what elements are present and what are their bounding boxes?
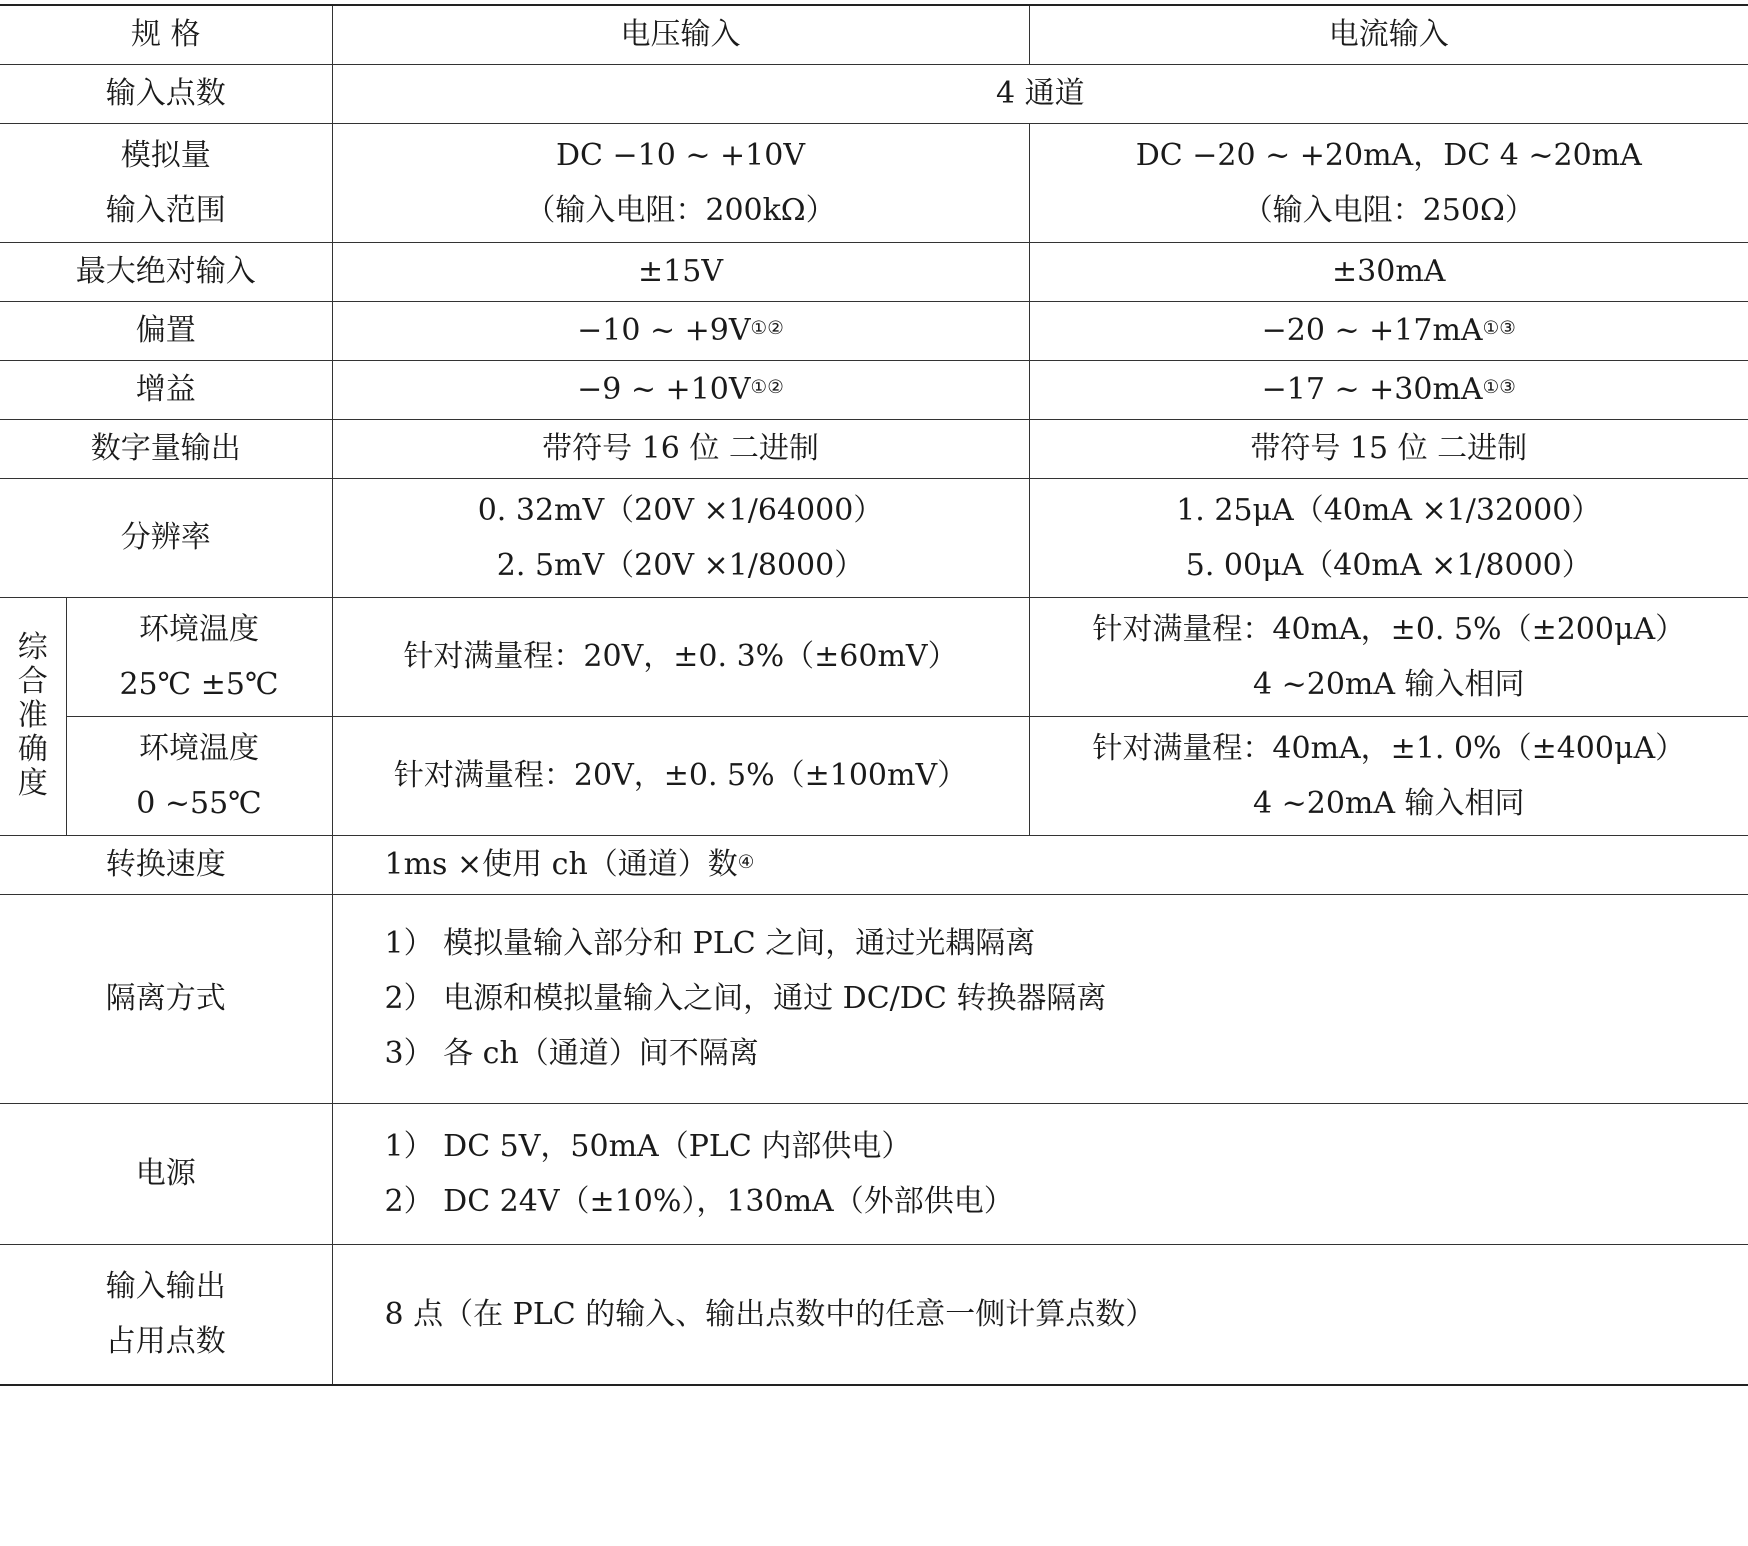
voltage-range-line1: DC −10 ~ +10V xyxy=(555,137,806,173)
current-resolution xyxy=(1029,478,1748,597)
row-digital-output xyxy=(0,419,1748,478)
label-max-abs-input: 最大绝对输入 xyxy=(0,242,332,301)
label-accuracy-25c-line1: 环境温度 xyxy=(139,611,259,647)
row-io-points xyxy=(0,1244,1748,1385)
voltage-accuracy-0-55c: 针对满量程：20V，±0. 5%（±100mV） xyxy=(332,716,1029,835)
label-io-points-line2: 占用点数 xyxy=(105,1324,226,1360)
row-isolation xyxy=(0,894,1748,1103)
label-power: 电源 xyxy=(0,1103,332,1244)
voltage-gain xyxy=(332,360,1029,419)
row-analog-range xyxy=(0,123,1748,242)
label-io-points xyxy=(0,1244,332,1385)
label-accuracy-25c xyxy=(66,597,332,716)
row-resolution xyxy=(0,478,1748,597)
label-gain: 增益 xyxy=(0,360,332,419)
label-offset: 偏置 xyxy=(0,301,332,360)
row-conversion-speed xyxy=(0,835,1748,894)
current-analog-range xyxy=(1029,123,1748,242)
current-accuracy-0-55c-line1: 针对满量程：40mA，±1. 0%（±400μA） xyxy=(1092,730,1686,766)
label-accuracy-group xyxy=(0,597,66,835)
value-io-points: 8 点（在 PLC 的输入、输出点数中的任意一侧计算点数） xyxy=(332,1244,1748,1385)
label-io-points-line1: 输入输出 xyxy=(105,1269,226,1305)
voltage-offset-value: −10 ~ +9V xyxy=(577,313,751,348)
row-max-abs-input xyxy=(0,242,1748,301)
label-input-points: 输入点数 xyxy=(0,64,332,123)
label-resolution: 分辨率 xyxy=(0,478,332,597)
current-accuracy-25c xyxy=(1029,597,1748,716)
header-row xyxy=(0,5,1748,64)
label-accuracy-0-55c xyxy=(66,716,332,835)
current-offset-note: ①③ xyxy=(1482,317,1516,339)
isolation-line-2: 2） 电源和模拟量输入之间，通过 DC/DC 转换器隔离 xyxy=(384,981,1107,1016)
voltage-gain-note: ①② xyxy=(750,376,784,398)
isolation-line-1: 1） 模拟量输入部分和 PLC 之间，通过光耦隔离 xyxy=(384,926,1036,961)
label-accuracy-0-55c-line1: 环境温度 xyxy=(139,730,259,766)
voltage-digital-output: 带符号 16 位 二进制 xyxy=(332,419,1029,478)
voltage-offset xyxy=(332,301,1029,360)
label-analog-range xyxy=(0,123,332,242)
current-gain-note: ①③ xyxy=(1482,376,1516,398)
label-analog-range-line1: 模拟量 xyxy=(120,137,211,173)
current-resolution-line2: 5. 00μA（40mA ×1/8000） xyxy=(1185,547,1592,583)
accuracy-group-text: 综合准确度 xyxy=(17,630,48,801)
row-gain xyxy=(0,360,1748,419)
current-accuracy-0-55c-line2: 4 ~20mA 输入相同 xyxy=(1252,785,1525,821)
voltage-resolution-line2: 2. 5mV（20V ×1/8000） xyxy=(496,547,865,583)
row-input-points xyxy=(0,64,1748,123)
voltage-resolution xyxy=(332,478,1029,597)
row-accuracy-0-55c xyxy=(0,716,1748,835)
voltage-resolution-line1: 0. 32mV（20V ×1/64000） xyxy=(477,492,884,528)
label-conversion-speed: 转换速度 xyxy=(0,835,332,894)
header-current: 电流输入 xyxy=(1029,5,1748,64)
label-isolation: 隔离方式 xyxy=(0,894,332,1103)
current-accuracy-0-55c xyxy=(1029,716,1748,835)
current-range-line1: DC −20 ~ +20mA，DC 4 ~20mA xyxy=(1135,137,1642,173)
current-gain xyxy=(1029,360,1748,419)
conversion-speed-text: 1ms ×使用 ch（通道）数 xyxy=(384,847,738,882)
value-conversion-speed xyxy=(332,835,1748,894)
voltage-accuracy-25c: 针对满量程：20V，±0. 3%（±60mV） xyxy=(332,597,1029,716)
value-isolation xyxy=(332,894,1748,1103)
current-accuracy-25c-line2: 4 ~20mA 输入相同 xyxy=(1252,666,1525,702)
current-offset xyxy=(1029,301,1748,360)
header-spec: 规 格 xyxy=(0,5,332,64)
voltage-gain-value: −9 ~ +10V xyxy=(577,372,751,407)
current-resolution-line1: 1. 25μA（40mA ×1/32000） xyxy=(1176,492,1602,528)
label-accuracy-25c-line2: 25℃ ±5℃ xyxy=(119,666,279,702)
label-analog-range-line2: 输入范围 xyxy=(105,192,226,228)
header-voltage: 电压输入 xyxy=(332,5,1029,64)
label-digital-output: 数字量输出 xyxy=(0,419,332,478)
voltage-range-line2: （输入电阻：200kΩ） xyxy=(525,192,836,228)
value-power xyxy=(332,1103,1748,1244)
current-max-abs-input: ±30mA xyxy=(1029,242,1748,301)
current-digital-output: 带符号 15 位 二进制 xyxy=(1029,419,1748,478)
row-accuracy-25c xyxy=(0,597,1748,716)
voltage-offset-note: ①② xyxy=(750,317,784,339)
current-accuracy-25c-line1: 针对满量程：40mA，±0. 5%（±200μA） xyxy=(1092,611,1686,647)
voltage-analog-range xyxy=(332,123,1029,242)
current-offset-value: −20 ~ +17mA xyxy=(1261,313,1483,348)
row-power xyxy=(0,1103,1748,1244)
current-range-line2: （输入电阻：250Ω） xyxy=(1242,192,1535,228)
label-accuracy-0-55c-line2: 0 ~55℃ xyxy=(136,785,262,821)
spec-table xyxy=(0,4,1748,1386)
power-line-1: 1） DC 5V，50mA（PLC 内部供电） xyxy=(384,1128,912,1164)
row-offset xyxy=(0,301,1748,360)
current-gain-value: −17 ~ +30mA xyxy=(1261,372,1483,407)
voltage-max-abs-input: ±15V xyxy=(332,242,1029,301)
isolation-line-3: 3） 各 ch（通道）间不隔离 xyxy=(384,1036,759,1071)
conversion-speed-note: ④ xyxy=(737,851,755,873)
value-input-points: 4 通道 xyxy=(332,64,1748,123)
power-line-2: 2） DC 24V（±10%），130mA（外部供电） xyxy=(384,1183,1014,1219)
